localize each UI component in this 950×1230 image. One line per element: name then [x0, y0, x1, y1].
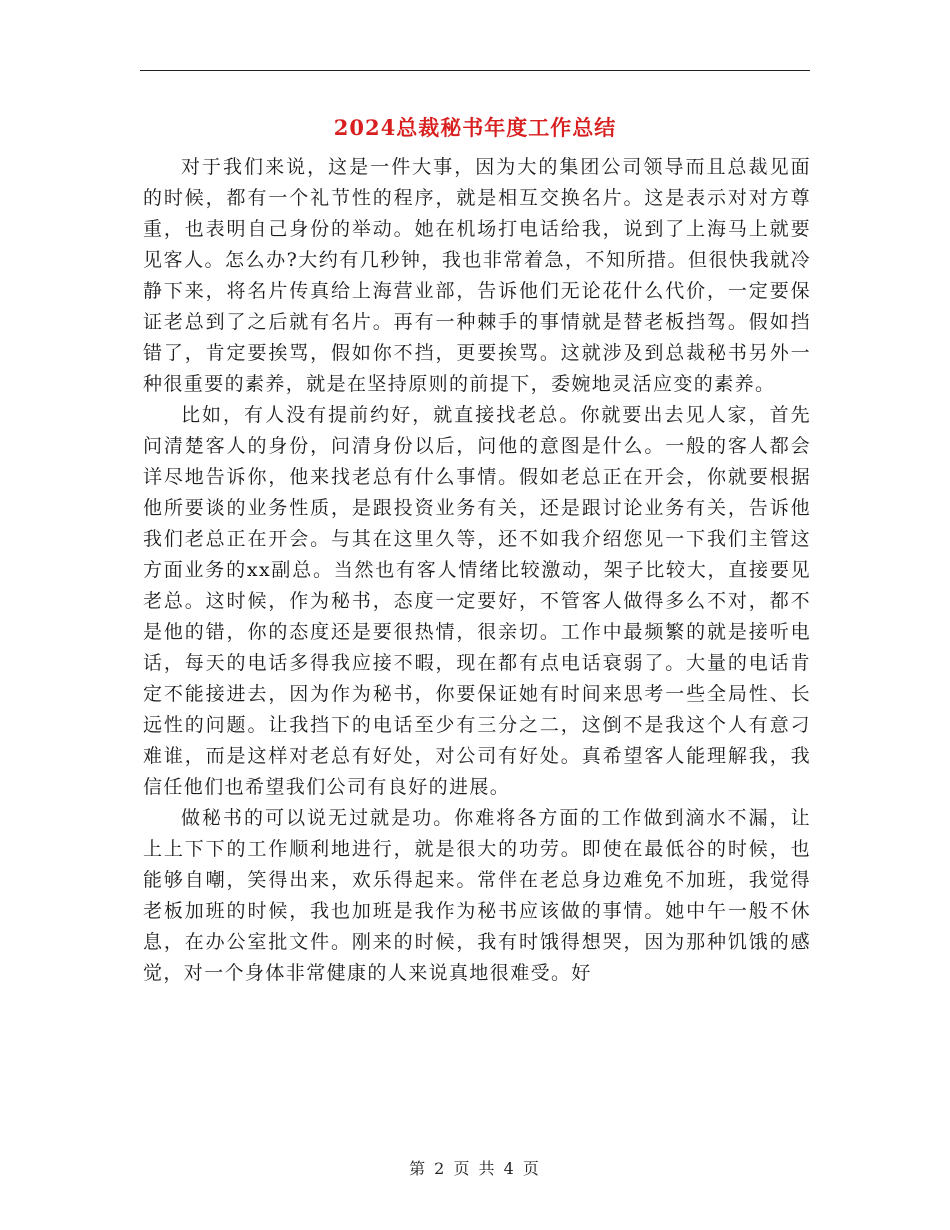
paragraph-3: 做秘书的可以说无过就是功。你难将各方面的工作做到滴水不漏，让上上下下的工作顺利地进行，就是很大的功劳。即使在最低谷的时候，也能够自嘲，笑得出来，欢乐得起来。常伴在老总身边难免不加班，我觉得老板加班的时候，我也加班是我作为秘书应该做的事情。她中午一般不休息，在办公室批文件。刚来的时候，我有时饿得想哭，因为那种饥饿的感觉，对一个身体非常健康的人来说真地很难受。好	[143, 807, 811, 984]
document-title: 2024总裁秘书年度工作总结	[333, 115, 617, 140]
paragraph-2: 比如，有人没有提前约好，就直接找老总。你就要出去见人家，首先问清楚客人的身份，问清身份以后，问他的意图是什么。一般的客人都会详尽地告诉你，他来找老总有什么事情。假如老总正在开会，你就要根据他所要谈的业务性质，是跟投资业务有关，还是跟讨论业务有关，告诉他我们老总正在开会。与其在这里久等，还不如我介绍您见一下我们主管这方面业务的xx副总。当然也有客人情绪比较激动，架子比较大，直接要见老总。这时候，作为秘书，态度一定要好，不管客人做得多么不对，都不是他的错，你的态度还是要很热情，很亲切。工作中最频繁的就是接听电话，每天的电话多得我应接不暇，现在都有点电话衰弱了。大量的电话肯定不能接进去，因为作为秘书，你要保证她有时间来思考一些全局性、长远性的问题。让我挡下的电话至少有三分之二，这倒不是我这个人有意刁难谁，而是这样对老总有好处，对公司有好处。真希望客人能理解我，我信任他们也希望我们公司有良好的进展。	[143, 404, 811, 798]
paragraph-1: 对于我们来说，这是一件大事，因为大的集团公司领导而且总裁见面的时候，都有一个礼节性的程序，就是相互交换名片。这是表示对对方尊重，也表明自己身份的举动。她在机场打电话给我，说到了上海马上就要见客人。怎么办?大约有几秒钟，我也非常着急，不知所措。但很快我就冷静下来，将名片传真给上海营业部，告诉他们无论花什么代价，一定要保证老总到了之后就有名片。再有一种棘手的事情就是替老板挡驾。假如挡错了，肯定要挨骂，假如你不挡，更要挨骂。这就涉及到总裁秘书另外一种很重要的素养，就是在坚持原则的前提下，委婉地灵活应变的素养。	[143, 156, 811, 395]
document-body	[143, 152, 811, 989]
page-number-footer: 第 2 页 共 4 页	[409, 1159, 541, 1178]
header-rule	[140, 70, 810, 71]
